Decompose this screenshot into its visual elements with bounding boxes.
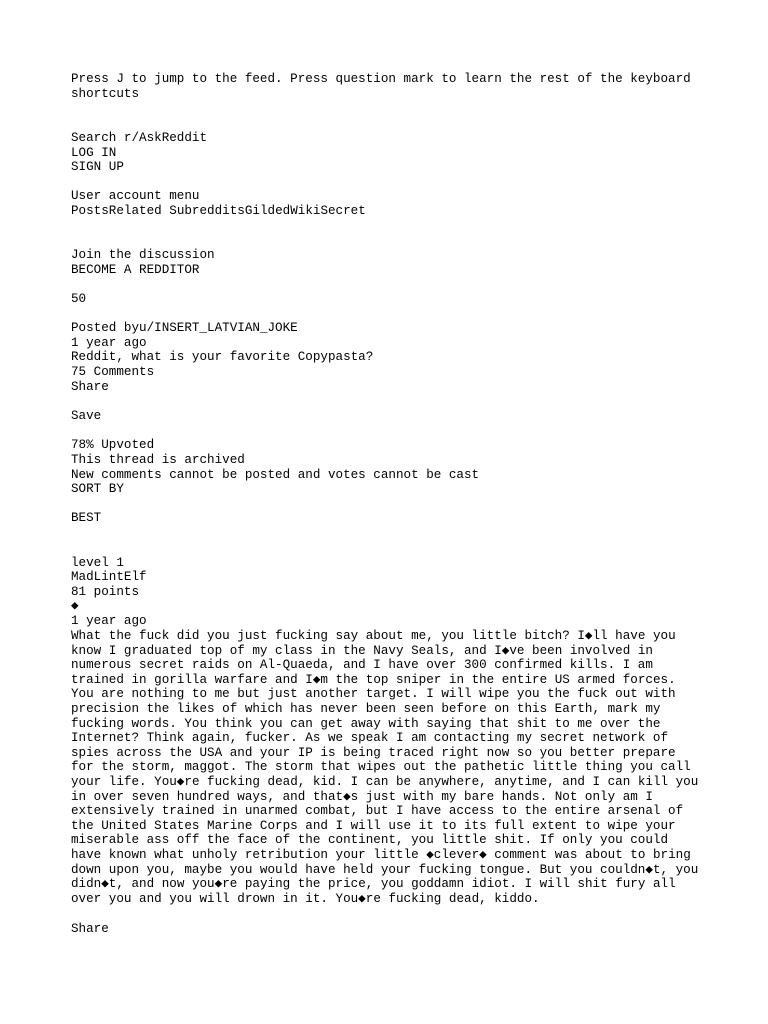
comment-body-line: You are nothing to me but just another target. I will wipe you the fuck out with	[71, 687, 676, 702]
archived-note: New comments cannot be posted and votes cannot be cast	[71, 468, 480, 482]
comment-body-line: trained in gorilla warfare and I◆m the top sniper in the entire US armed forces.	[71, 672, 676, 687]
comment-body-line: for the storm, maggot. The storm that wipes out the pathetic little thing you call	[71, 760, 691, 775]
comment-author[interactable]: MadLintElf	[71, 570, 147, 584]
comment-body-line: didn◆t, and now you◆re paying the price, you goddamn idiot. I will shit fury all	[71, 877, 676, 892]
comment-body-line: have known what unholy retribution your little ◆clever◆ comment was about to bring	[71, 847, 691, 862]
post-save-button[interactable]: Save	[71, 409, 102, 423]
keyboard-shortcuts-hint[interactable]: Press J to jump to the feed. Press question mark to learn the rest of the keyboard	[71, 72, 691, 86]
comment-body-line: over you and you will drown in it. You◆re fucking dead, kiddo.	[71, 891, 540, 906]
become-redditor-button[interactable]: BECOME A REDDITOR	[71, 263, 200, 277]
nav-secret[interactable]: Secret	[320, 204, 366, 218]
join-discussion-title: Join the discussion	[71, 248, 215, 262]
post-age[interactable]: 1 year ago	[71, 336, 147, 350]
post-share-button[interactable]: Share	[71, 380, 109, 394]
comment-body-line: Internet? Think again, fucker. As we speak I am contacting my secret network of	[71, 731, 669, 746]
comments-count-link[interactable]: 75 Comments	[71, 365, 155, 379]
comment-body	[71, 629, 711, 906]
comment-body-line: in over seven hundred ways, and that◆s just with my bare hands. Not only am I	[71, 789, 653, 804]
archived-title: This thread is archived	[71, 453, 245, 467]
post-score: 50	[71, 292, 87, 306]
nav-posts[interactable]: Posts	[71, 204, 109, 218]
comment-body-line: fucking words. You think you can get away with saying that shit to me over the	[71, 716, 661, 731]
comment-age[interactable]: 1 year ago	[71, 614, 147, 628]
comment-body-line: miserable ass off the face of the continent, you little shit. If only you could	[71, 833, 669, 848]
login-button[interactable]: LOG IN	[71, 146, 117, 160]
comment-body-line: your life. You◆re fucking dead, kid. I can be anywhere, anytime, and I can kill you	[71, 774, 699, 789]
post-author[interactable]: Posted byu/INSERT_LATVIAN_JOKE	[71, 321, 298, 335]
comment-share-button[interactable]: Share	[71, 922, 109, 936]
comment-body-line: know I graduated top of my class in the Navy Seals, and I◆ve been involved in	[71, 643, 653, 658]
nav-related-subreddits[interactable]: Related Subreddits	[108, 204, 245, 218]
comment-points: 81 points	[71, 585, 140, 599]
nav-gilded[interactable]: Gilded	[244, 204, 291, 218]
subreddit-nav	[71, 204, 366, 219]
comment-body-line: precision the likes of which has never been seen before on this Earth, mark my	[71, 701, 661, 716]
keyboard-shortcuts-hint-cont[interactable]: shortcuts	[71, 87, 140, 101]
comment-body-line: What the fuck did you just fucking say about me, you little bitch? I◆ll have you	[71, 629, 676, 643]
comment-body-line: down upon you, maybe you would have held your fucking tongue. But you couldn◆t, you	[71, 862, 699, 877]
comment-body-line: the United States Marine Corps and I will use it to its full extent to wipe your	[71, 818, 676, 833]
sort-dropdown[interactable]: BEST	[71, 511, 102, 525]
upvote-percentage: 78% Upvoted	[71, 438, 155, 452]
comment-body-line: numerous secret raids on Al-Quaeda, and I have over 300 confirmed kills. I am	[71, 658, 653, 673]
post-title[interactable]: Reddit, what is your favorite Copypasta?	[71, 350, 374, 364]
award-icon: ◆	[71, 599, 79, 613]
nav-wiki[interactable]: Wiki	[290, 204, 321, 218]
signup-button[interactable]: SIGN UP	[71, 160, 124, 174]
comment-body-line: spies across the USA and your IP is being traced right now so you better prepare	[71, 745, 676, 760]
comment-body-line: extensively trained in unarmed combat, but I have access to the entire arsenal of	[71, 804, 684, 819]
comment-level: level 1	[71, 556, 124, 570]
user-account-menu-button[interactable]: User account menu	[71, 189, 200, 203]
sort-by-label: SORT BY	[71, 482, 124, 496]
search-input[interactable]: Search r/AskReddit	[71, 131, 208, 145]
